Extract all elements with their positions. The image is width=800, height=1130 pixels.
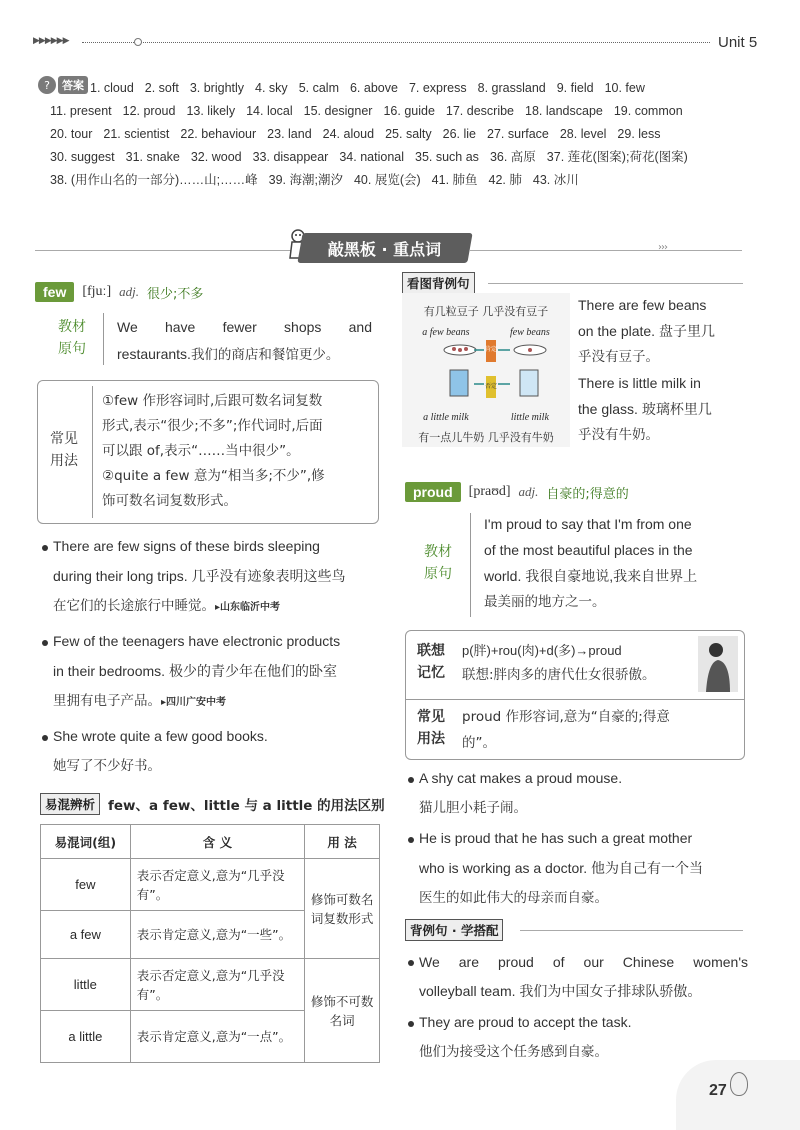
collocation-sentence: We are proud of our Chinese women's volleyball team. 我们为中国女子排球队骄傲。	[408, 948, 748, 1007]
section-banner	[297, 233, 472, 263]
mark-positive: 肯定	[484, 346, 498, 353]
balloon-icon	[730, 1072, 748, 1096]
example-sentence: He is proud that he has such a great mother who is working as a doctor. 他为自己有一个当 医生的如此伟大的母亲而自豪。	[408, 824, 748, 913]
proud-headword	[405, 482, 629, 502]
example-sentence: A shy cat makes a proud mouse. 猫儿胆小耗子闹。	[408, 764, 748, 823]
table-row: a little 表示肯定意义,意为“一点”。	[41, 1011, 380, 1063]
bullet-icon	[408, 960, 414, 966]
headword-tag: few	[35, 282, 74, 302]
label-a-few-beans: a few beans	[422, 327, 470, 338]
picture-panel	[402, 293, 570, 447]
label-little-milk: little milk	[510, 412, 549, 423]
answers-line: 20. tour 21. scientist 22. behaviour 23. land 24. aloud 25. salty 26. lie 27. surface 28. level 29. less	[50, 127, 661, 141]
phonetic: [praʊd]	[468, 484, 511, 499]
banner-chevrons: ›››	[658, 242, 667, 253]
few-headword	[35, 282, 203, 302]
collocation-en-line: We are proud of our Chinese women's	[419, 954, 748, 970]
header-dotted-line	[82, 42, 710, 43]
confusion-tag: 易混辨析	[40, 793, 100, 815]
label-few-beans: few beans	[510, 327, 550, 338]
bullet-icon	[42, 640, 48, 646]
picture-tag: 看图背例句	[402, 272, 475, 294]
source-note: ▸山东临沂中考	[215, 602, 281, 613]
headword-tag: proud	[405, 482, 461, 502]
example-sentence: She wrote quite a few good books. 她写了不少好书。	[42, 722, 382, 781]
beans-milk-illustration	[402, 338, 570, 408]
divider	[488, 283, 743, 284]
answers-line: 38. (用作山名的一部分)……山;……峰 39. 海潮;潮汐 40. 展览(会) 41. 肺鱼 42. 肺 43. 冰川	[50, 173, 579, 187]
confusion-title: few、a few、little 与 a little 的用法区别	[108, 798, 385, 814]
picture-sentences: There are few beans on the plate. 盘子里几 乎没有豆子。 There is little milk in the glass. 玻璃杯里几 乎没有牛奶。	[578, 297, 715, 443]
divider	[520, 930, 743, 931]
divider	[470, 513, 471, 617]
answers-line: 11. present 12. proud 13. likely 14. local 15. designer 16. guide 17. describe 18. landscape 19. common	[50, 104, 683, 118]
mark-negative: 否定	[484, 383, 498, 390]
banner-rule-right	[470, 250, 742, 251]
answers-list	[50, 77, 740, 192]
collocation-sentence: They are proud to accept the task. 他们为接受这个任务感到自豪。	[408, 1008, 748, 1067]
usage-text: proud 作形容词,意为“自豪的;得意 的”。	[462, 709, 670, 751]
table-row: little 表示否定意义,意为“几乎没有”。 修饰不可数名词	[41, 959, 380, 1011]
part-of-speech: adj.	[119, 284, 139, 299]
header-arrows: ▶▶▶▶▶▶	[33, 36, 69, 46]
unit-title: Unit 5	[718, 34, 758, 51]
part-of-speech: adj.	[518, 484, 539, 499]
table-row: a few 表示肯定意义,意为“一些”。	[41, 911, 380, 959]
table-header-row: 易混词(组) 含 义 用 法	[41, 825, 380, 859]
answers-line: 30. suggest 31. snake 32. wood 33. disappear 34. national 35. such as 36. 高原 37. 莲花(图案);荷花(图案)	[50, 150, 688, 164]
divider	[103, 313, 104, 365]
textbook-label: 教材 原句	[424, 544, 452, 582]
memory-text: p(胖)+rou(肉)+d(多)→proud 联想:胖肉多的唐代仕女很骄傲。	[462, 643, 656, 683]
usage-text: ①few 作形容词时,后跟可数名词复数 形式,表示“很少;不多”;作代词时,后面 可以跟 of,表示“……当中很少”。 ②quite a few 意为“相当多;不少”,修 饰可数名词复数形式。	[102, 393, 325, 509]
usage-label: 常见 用法	[417, 709, 445, 747]
answers-line: 1. cloud 2. soft 3. brightly 4. sky 5. calm 6. above 7. express 8. grassland 9. field 10. few	[90, 81, 645, 95]
header-circle-icon	[134, 38, 142, 46]
meaning: 很少;不多	[146, 286, 204, 302]
example-sentence: Few of the teenagers have electronic products in their bedrooms. 极少的青少年在他们的卧室 里拥有电子产品。▸四川广安中考	[42, 627, 382, 717]
tang-lady-picture-icon	[698, 636, 738, 692]
bullet-icon	[408, 777, 414, 783]
label-a-little-milk: a little milk	[423, 412, 469, 423]
textbook-sentence: We have fewer shops and restaurants.我们的商店和餐馆更少。	[117, 314, 372, 369]
bullet-icon	[408, 837, 414, 843]
comparison-table	[40, 824, 380, 1063]
textbook-en: We have fewer shops and	[117, 319, 372, 335]
answers-label: 答案	[58, 76, 88, 94]
lightbulb-icon: ?	[38, 76, 56, 94]
section-banner-title: 敲黑板 · 重点词	[328, 239, 442, 259]
banner-rule-left	[35, 250, 305, 251]
divider	[405, 699, 745, 700]
picture-caption-bottom: 有一点儿牛奶 几乎没有牛奶	[418, 431, 554, 444]
source-note: ▸四川广安中考	[161, 697, 227, 708]
bullet-icon	[42, 545, 48, 551]
bullet-icon	[42, 735, 48, 741]
usage-label: 常见 用法	[50, 431, 78, 469]
picture-caption-top: 有几粒豆子 几乎没有豆子	[423, 305, 549, 318]
phonetic: [fjuː]	[82, 284, 112, 299]
collocation-tag: 背例句 · 学搭配	[405, 919, 503, 941]
confusion-heading	[40, 793, 385, 815]
memory-label: 联想 记忆	[417, 643, 445, 681]
textbook-sentence: I'm proud to say that I'm from one of the most beautiful places in the world. 我很自豪地说,我来自世界上 最美丽的地方之一。	[484, 516, 698, 610]
bullet-icon	[408, 1021, 414, 1027]
meaning: 自豪的;得意的	[546, 486, 629, 502]
page-number: 27	[709, 1082, 727, 1099]
divider	[92, 386, 93, 518]
example-sentence: There are few signs of these birds sleeping during their long trips. 几乎没有迹象表明这些鸟 在它们的长途旅行中睡觉。▸山东临沂中考	[42, 532, 382, 622]
textbook-label: 教材 原句	[58, 319, 86, 357]
table-row: few 表示否定意义,意为“几乎没有”。 修饰可数名词复数形式	[41, 859, 380, 911]
